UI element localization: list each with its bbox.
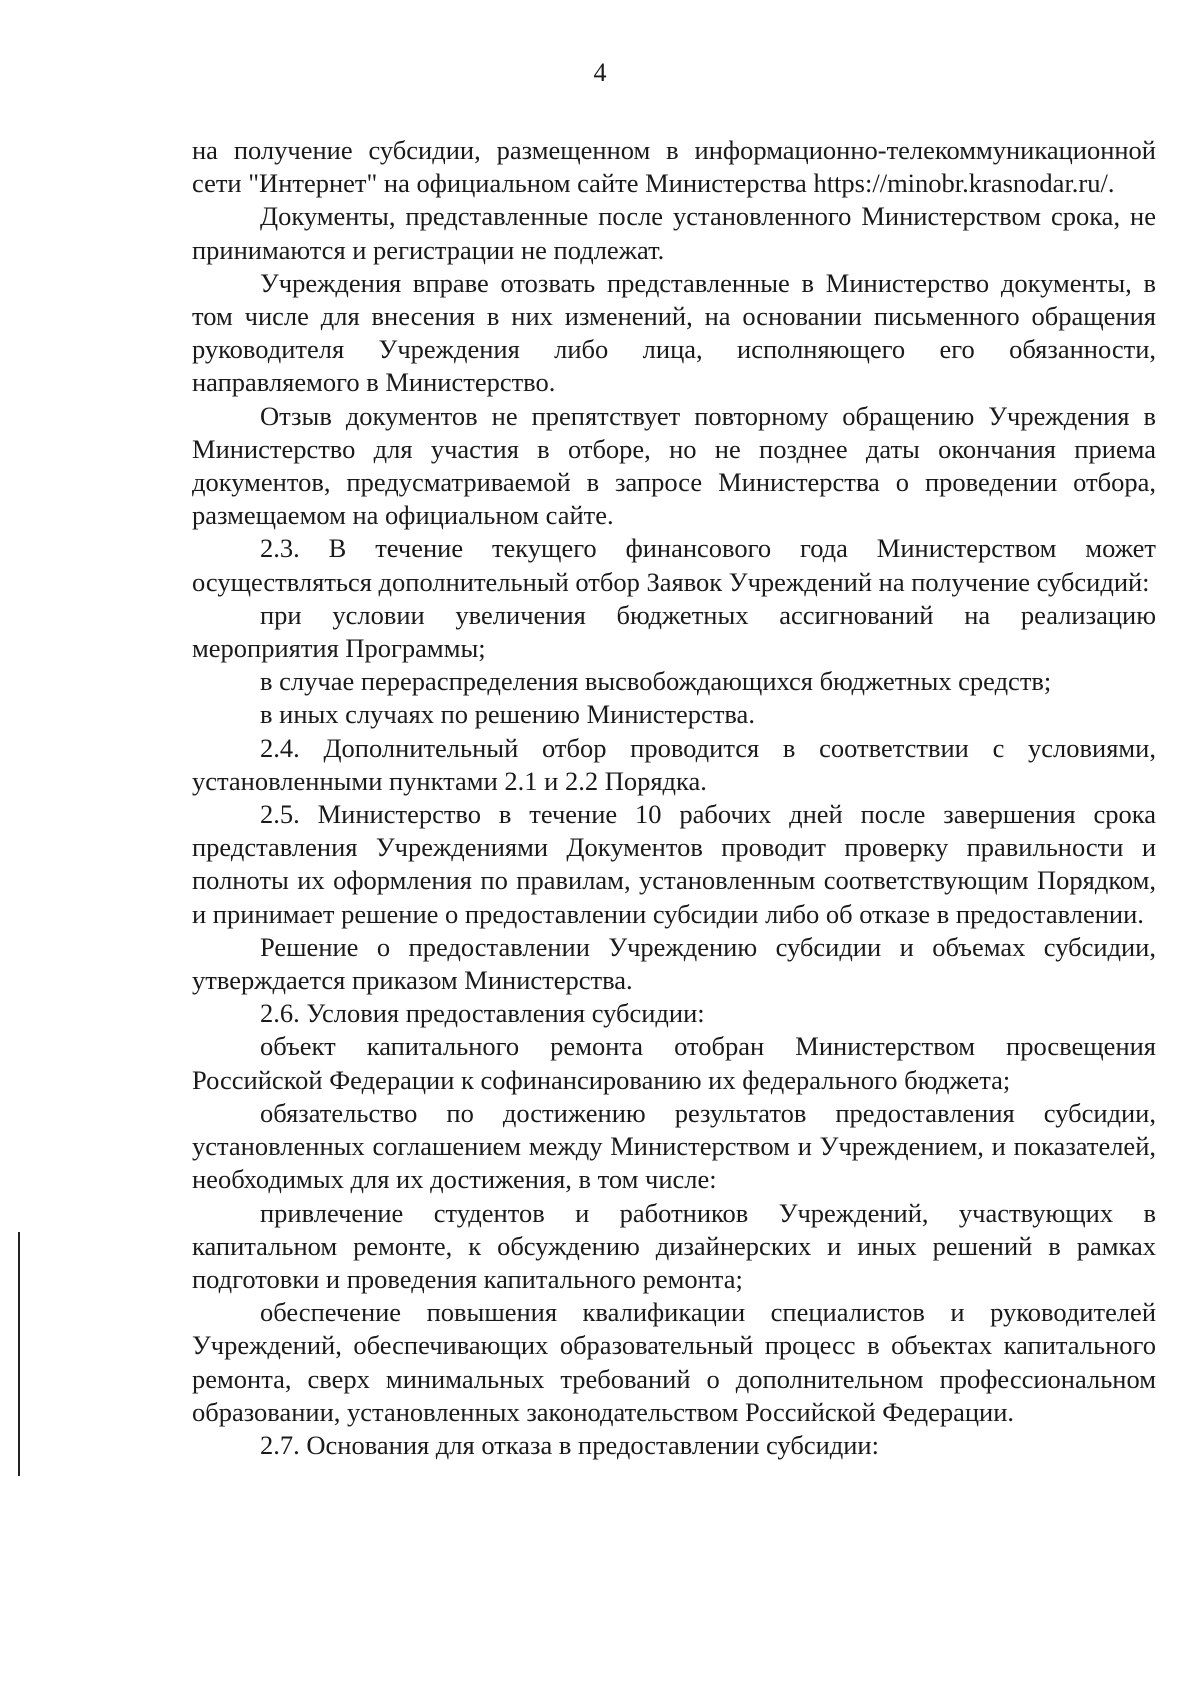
paragraph: объект капитального ремонта отобран Министерством просвещения Российской Федерации к софинансированию их федерального бюджета; bbox=[192, 1031, 1156, 1095]
paragraph: Отзыв документов не препятствует повторному обращению Учреждения в Министерство для участия в отборе, но не позднее даты окончания приема документов, предусматриваемой в запросе Министерства о проведении отбора, размещаемом на официальном сайте. bbox=[192, 400, 1156, 531]
paragraph: 2.7. Основания для отказа в предоставлении субсидии: bbox=[260, 1429, 879, 1460]
document-body bbox=[192, 134, 1156, 1462]
page-number: 4 bbox=[593, 58, 607, 87]
paragraph: 2.3. В течение текущего финансового года Министерством может осуществляться дополнительный отбор Заявок Учреждений на получение субсидий: bbox=[192, 533, 1156, 597]
paragraph: обеспечение повышения квалификации специалистов и руководителей Учреждений, обеспечивающих образовательный процесс в объектах капитального ремонта, сверх минимальных требований о дополнительном профессиональном образовании, установленных законодательством Российской Федерации. bbox=[192, 1297, 1156, 1427]
paragraph: в случае перераспределения высвобождающихся бюджетных средств; bbox=[260, 666, 1052, 697]
paragraph: обязательство по достижению результатов предоставления субсидии, установленных соглашением между Министерством и Учреждением, и показателей, необходимых для их достижения, в том числе: bbox=[192, 1097, 1156, 1195]
paragraph: 2.4. Дополнительный отбор проводится в соответствии с условиями, установленными пунктами 2.1 и 2.2 Порядка. bbox=[192, 732, 1156, 796]
paragraph: на получение субсидии, размещенном в информационно-телекоммуникационной сети "Интернет" на официальном сайте Министерства https://minobr.krasnodar.ru/. bbox=[192, 135, 1156, 199]
paragraph: 2.5. Министерство в течение 10 рабочих дней после завершения срока представления Учреждениями Документов проводит проверку правильности и полноты их оформления по правилам, установленным соответствующим Порядком, и принимает решение о предоставлении субсидии либо об отказе в предоставлении. bbox=[192, 799, 1156, 929]
paragraph: в иных случаях по решению Министерства. bbox=[260, 699, 755, 730]
paragraph: Учреждения вправе отозвать представленные в Министерство документы, в том числе для внесения в них изменений, на основании письменного обращения руководителя Учреждения либо лица, исполняющего его обязанности, направляемого в Министерство. bbox=[192, 267, 1156, 398]
paragraph: при условии увеличения бюджетных ассигнований на реализацию мероприятия Программы; bbox=[192, 599, 1156, 664]
paragraph: 2.6. Условия предоставления субсидии: bbox=[260, 998, 705, 1029]
paragraph: привлечение студентов и работников Учреждений, участвующих в капитальном ремонте, к обсуждению дизайнерских и иных решений в рамках подготовки и проведения капитального ремонта; bbox=[192, 1197, 1156, 1294]
paragraph: Документы, представленные после установленного Министерством срока, не принимаются и регистрации не подлежат. bbox=[192, 201, 1156, 265]
margin-change-bar bbox=[18, 1232, 20, 1476]
paragraph: Решение о предоставлении Учреждению субсидии и объемах субсидии, утверждается приказом Министерства. bbox=[192, 931, 1156, 996]
